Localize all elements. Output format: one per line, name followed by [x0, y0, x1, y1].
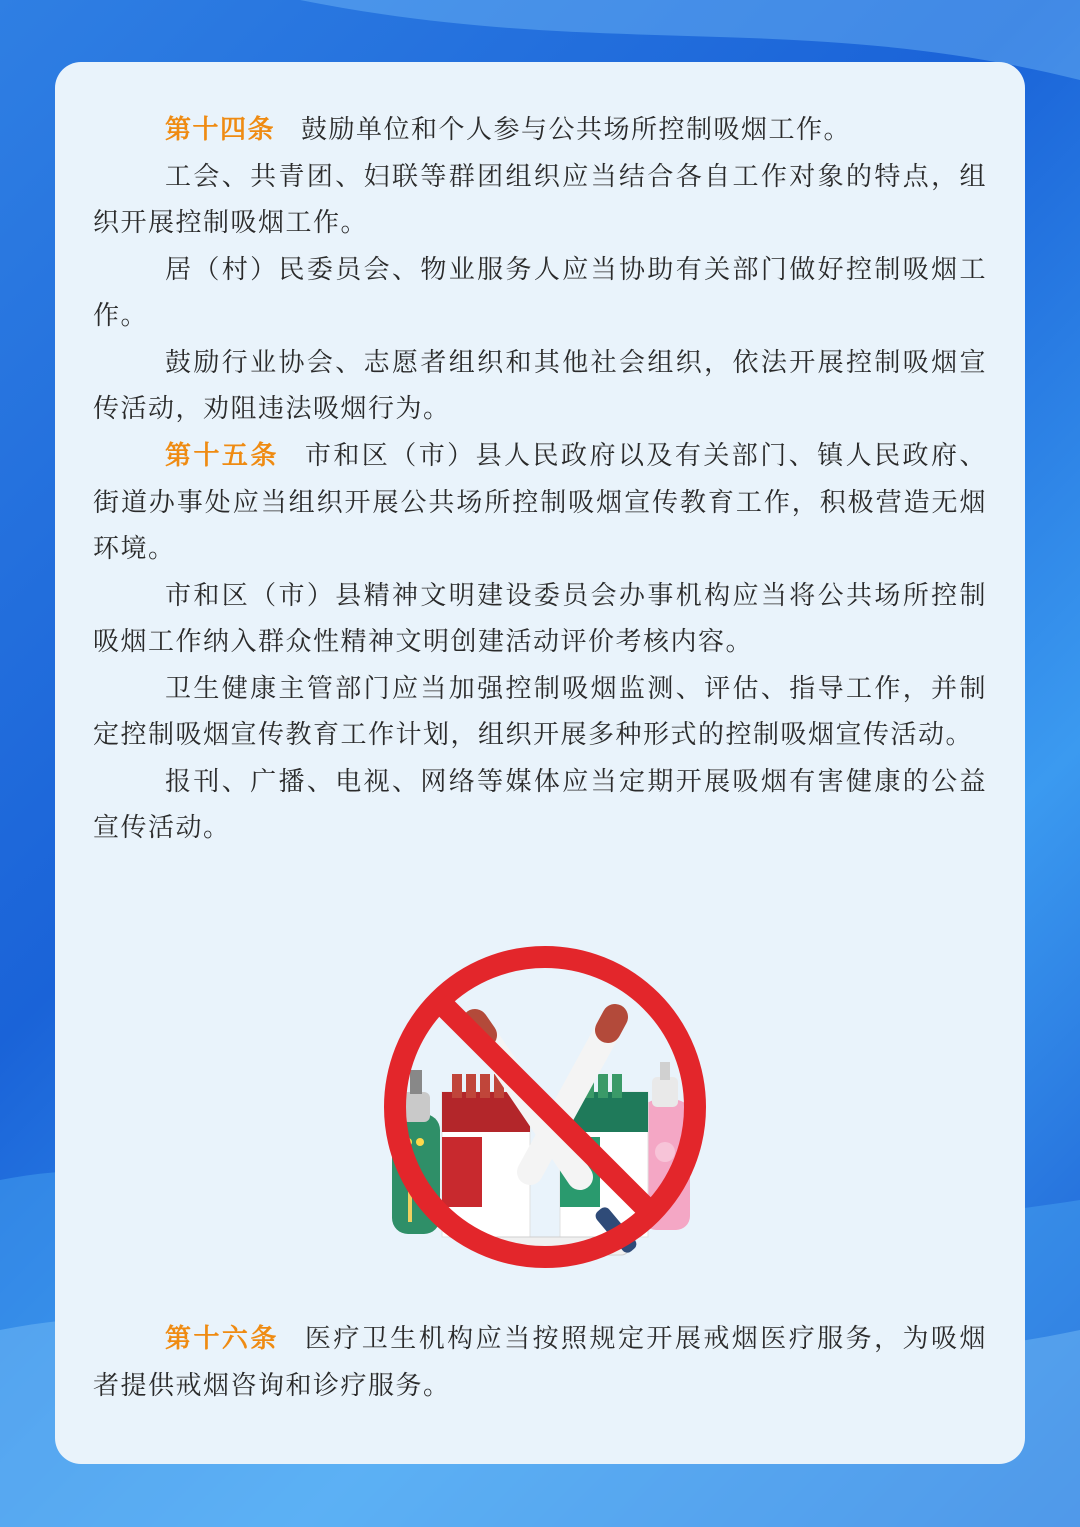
article-15-first-paragraph: 第十五条 市和区（市）县人民政府以及有关部门、镇人民政府、街道办事处应当组织开展公共场所控制吸烟宣传教育工作，积极营造无烟环境。 — [93, 441, 987, 564]
article-14-first-paragraph: 第十四条 鼓励单位和个人参与公共场所控制吸烟工作。 — [165, 115, 852, 145]
article-14-paragraph: 工会、共青团、妇联等群团组织应当结合各自工作对象的特点，组织开展控制吸烟工作。 — [93, 161, 987, 238]
article-14-number: 第十四条 — [165, 115, 276, 145]
article-15-paragraph: 卫生健康主管部门应当加强控制吸烟监测、评估、指导工作，并制定控制吸烟宣传教育工作计划，组织开展多种形式的控制吸烟宣传活动。 — [93, 673, 987, 750]
article-16-first-paragraph: 第十六条 医疗卫生机构应当按照规定开展戒烟医疗服务，为吸烟者提供戒烟咨询和诊疗服务。 — [93, 1324, 987, 1401]
article-14-paragraph: 居（村）民委员会、物业服务人应当协助有关部门做好控制吸烟工作。 — [93, 254, 987, 331]
article-15-paragraph: 报刊、广播、电视、网络等媒体应当定期开展吸烟有害健康的公益宣传活动。 — [93, 766, 987, 843]
article-15-number: 第十五条 — [165, 441, 279, 471]
content-card — [55, 62, 1025, 1464]
no-smoking-icon — [380, 942, 710, 1272]
article-15-paragraph: 市和区（市）县精神文明建设委员会办事机构应当将公共场所控制吸烟工作纳入群众性精神文明创建活动评价考核内容。 — [93, 580, 987, 657]
article-14-paragraph: 鼓励行业协会、志愿者组织和其他社会组织，依法开展控制吸烟宣传活动，劝阻违法吸烟行为。 — [93, 347, 987, 424]
article-14 — [93, 107, 987, 433]
article-16 — [93, 1316, 987, 1409]
article-15 — [93, 433, 987, 852]
article-16-number: 第十六条 — [165, 1324, 279, 1354]
